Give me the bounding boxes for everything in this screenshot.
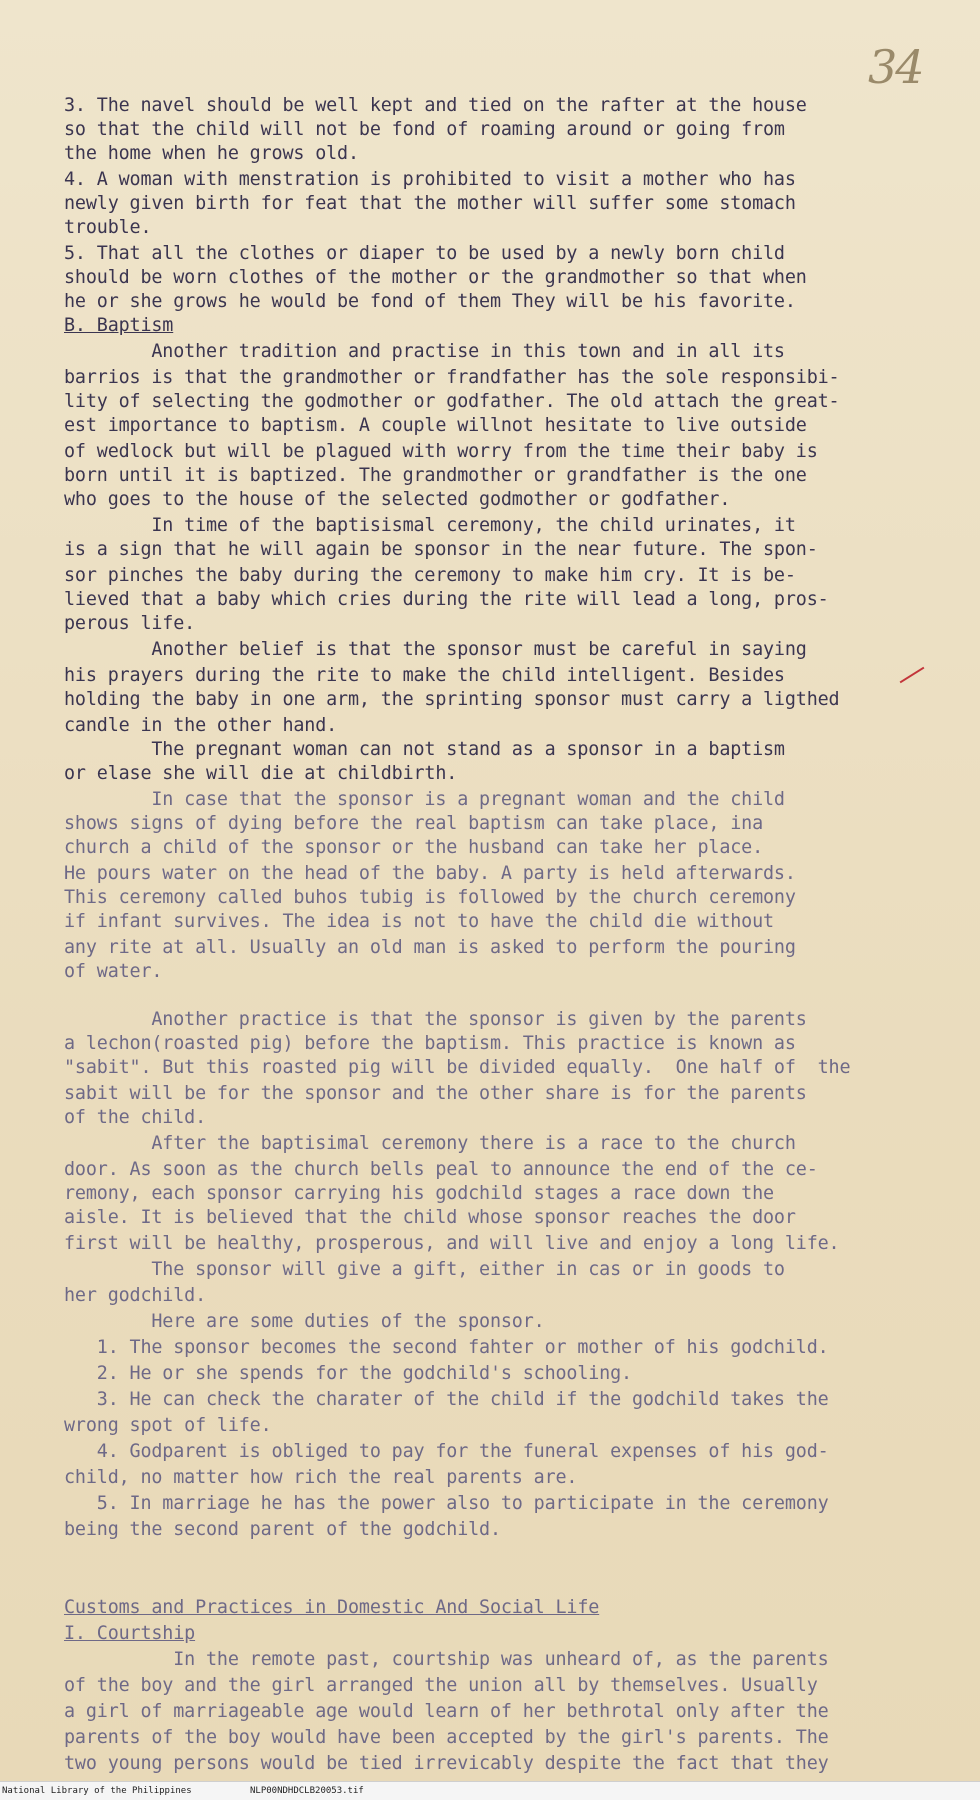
text-line: of wedlock but will be plagued with worry from the time their baby is [64,441,818,462]
text-line: 4. Godparent is obliged to pay for the funeral expenses of his god- [64,1441,829,1462]
text-line: a girl of marriageable age would learn of her bethrotal only after the [64,1701,829,1722]
text-line: est importance to baptism. A couple willnot hesitate to live outside [64,415,807,436]
text-line: so that the child will not be fond of roaming around or going from [64,119,785,140]
text-line: barrios is that the grandmother or frandfather has the sole responsibi- [64,367,840,388]
text-line: sabit will be for the sponsor and the other share is for the parents [64,1083,807,1104]
text-line: two young persons would be tied irrevicably despite the fact that they [64,1753,829,1774]
text-line: first will be healthy, prosperous, and will live and enjoy a long life. [64,1233,840,1254]
text-line: The sponsor will give a gift, either in cas or in goods to [64,1259,785,1280]
text-line: 5. That all the clothes or diaper to be used by a newly born child [64,243,785,264]
text-line: any rite at all. Usually an old man is asked to perform the pouring [64,937,796,958]
text-line: church a child of the sponsor or the husband can take her place. [64,837,764,858]
text-line: wrong spot of life. [64,1415,272,1436]
footer-filename: NLP00NDHDCLB20053.tif [250,1786,364,1796]
text-line: holding the baby in one arm, the sprinting sponsor must carry a ligthed [64,689,840,710]
text-line: Another belief is that the sponsor must be careful in saying [64,639,807,660]
text-line: This ceremony called buhos tubig is followed by the church ceremony [64,887,796,908]
page-number: 34 [868,40,923,94]
text-line: He pours water on the head of the baby. A party is held afterwards. [64,863,796,884]
text-line: B. Baptism [64,315,174,336]
text-line: In case that the sponsor is a pregnant woman and the child [64,789,785,810]
text-line: newly given birth for feat that the mother will suffer some stomach [64,193,796,214]
text-line: I. Courtship [64,1623,196,1644]
text-line: perous life. [64,613,196,634]
text-line: 4. A woman with menstration is prohibited to visit a mother who has [64,169,796,190]
footer-institution: National Library of the Philippines [2,1786,192,1796]
text-line: 5. In marriage he has the power also to participate in the ceremony [64,1493,829,1514]
text-line: sor pinches the baby during the ceremony to make him cry. It is be- [64,565,796,586]
text-line: 3. The navel should be well kept and tied on the rafter at the house [64,95,807,116]
text-line: Here are some duties of the sponsor. [64,1311,545,1332]
text-line: In the remote past, courtship was unheard of, as the parents [64,1649,829,1670]
text-line: child, no matter how rich the real parents are. [64,1467,578,1488]
text-line: 1. The sponsor becomes the second fahter or mother of his godchild. [64,1337,829,1358]
text-line: is a sign that he will again be sponsor in the near future. The spon- [64,539,818,560]
text-line: of the child. [64,1107,206,1128]
text-line: The pregnant woman can not stand as a sponsor in a baptism [64,739,785,760]
text-line: Another tradition and practise in this town and in all its [64,341,785,362]
text-line: his prayers during the rite to make the child intelligent. Besides [64,665,785,686]
red-pencil-mark [900,667,925,684]
text-line: "sabit". But this roasted pig will be divided equally. One half of the [64,1057,851,1078]
text-line: being the second parent of the godchild. [64,1519,501,1540]
text-line: candle in the other hand. [64,715,338,736]
text-line: 2. He or she spends for the godchild's schooling. [64,1363,632,1384]
text-line: trouble. [64,217,152,238]
text-line: of water. [64,961,163,982]
text-line: lity of selecting the godmother or godfather. The old attach the great- [64,391,840,412]
text-line: Another practice is that the sponsor is given by the parents [64,1009,807,1030]
text-line: born until it is baptized. The grandmother or grandfather is the one [64,465,807,486]
text-line: door. As soon as the church bells peal to announce the end of the ce- [64,1159,818,1180]
text-line: a lechon(roasted pig) before the baptism. This practice is known as [64,1033,796,1054]
archive-footer [0,1781,980,1800]
text-line: parents of the boy would have been accepted by the girl's parents. The [64,1727,829,1748]
text-line: After the baptisimal ceremony there is a race to the church [64,1133,796,1154]
text-line: aisle. It is believed that the child whose sponsor reaches the door [64,1207,796,1228]
text-line: In time of the baptisismal ceremony, the child urinates, it [64,515,796,536]
text-line: Customs and Practices in Domestic And Social Life [64,1597,600,1618]
text-line: lieved that a baby which cries during the rite will lead a long, pros- [64,589,829,610]
text-line: if infant survives. The idea is not to have the child die without [64,911,774,932]
text-line: who goes to the house of the selected godmother or godfather. [64,489,731,510]
text-line: the home when he grows old. [64,143,359,164]
text-line: her godchild. [64,1285,206,1306]
text-line: of the boy and the girl arranged the union all by themselves. Usually [64,1675,818,1696]
text-line: 3. He can check the charater of the child if the godchild takes the [64,1389,829,1410]
text-line: or elase she will die at childbirth. [64,763,458,784]
text-line: should be worn clothes of the mother or the grandmother so that when [64,267,807,288]
text-line: he or she grows he would be fond of them They will be his favorite. [64,291,796,312]
text-line: remony, each sponsor carrying his godchild stages a race down the [64,1183,774,1204]
text-line: shows signs of dying before the real baptism can take place, ina [64,813,764,834]
